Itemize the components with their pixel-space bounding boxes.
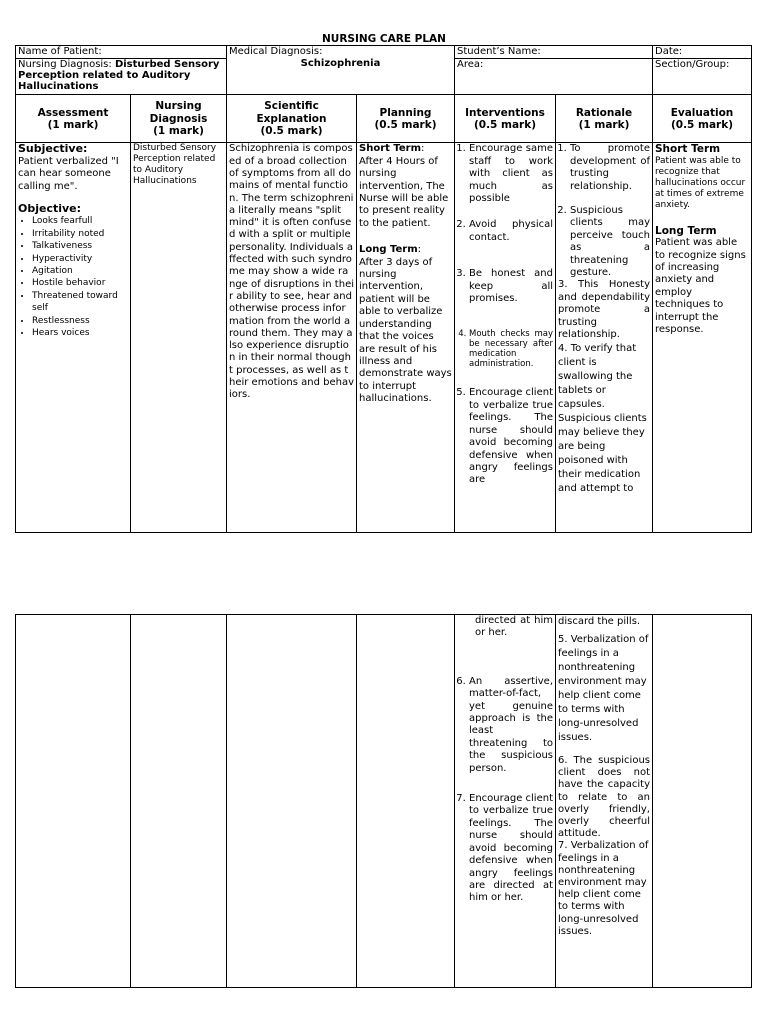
planning-long-label: Long Term bbox=[359, 244, 418, 256]
intervention-1: 1. Encourage same staff to work with client as much as possible bbox=[469, 143, 553, 205]
planning-cell-cont bbox=[357, 615, 455, 988]
objective-item: • Hears voices bbox=[32, 327, 128, 339]
header-interventions: Interventions (0.5 mark) bbox=[455, 95, 556, 143]
header-evaluation: Evaluation (0.5 mark) bbox=[653, 95, 752, 143]
rationale-4: 4. To verify that client is swallowing the tablets or capsules. Suspicious clients may believe they are being poisoned with their medication and attempt to bbox=[558, 342, 647, 494]
intervention-6: 6. An assertive, matter-of-fact, yet genuine approach is the least threatening to the suspicious person. bbox=[469, 676, 553, 775]
medical-diagnosis-cell bbox=[227, 46, 455, 95]
date-label: Date: bbox=[655, 46, 683, 57]
header-planning: Planning (0.5 mark) bbox=[357, 95, 455, 143]
date-cell bbox=[653, 46, 752, 59]
section-cell bbox=[653, 59, 752, 95]
objective-item: • Agitation bbox=[32, 265, 128, 277]
interventions-cell bbox=[455, 143, 556, 533]
diagnosis-cell bbox=[131, 143, 227, 533]
interventions-cell-cont bbox=[455, 615, 556, 988]
header-scientific: Scientific Explanation (0.5 mark) bbox=[227, 95, 357, 143]
intervention-7: 7. Encourage client to verbalize true feelings. The nurse should avoid becoming defensive when angry feelings are directed at him or her. bbox=[469, 793, 553, 905]
rationale-4-cont: discard the pills. bbox=[558, 616, 641, 627]
objective-label: Objective: bbox=[18, 202, 82, 216]
subjective-text: Patient verbalized "I can hear someone calling me". bbox=[18, 155, 119, 192]
evaluation-cell-cont bbox=[653, 615, 752, 988]
objective-item: • Looks fearfull bbox=[32, 215, 128, 227]
objective-item: • Talkativeness bbox=[32, 240, 128, 252]
evaluation-cell bbox=[653, 143, 752, 533]
diagnosis-text: Disturbed Sensory Perception related to Auditory Hallucinations bbox=[133, 143, 217, 187]
scientific-text: Schizophrenia is composed of a broad collection of symptoms from all domains of mental function. The term schizophrenia literally means "split mind" it is often confused with a split or multiple personality. Individuals affected with such syndrome may show a wide range of disruptions in their ability to see, hear and otherwise process information from the world around them. They may also experience disruption in their normal thought processes, as well as their emotions and behaviors. bbox=[229, 143, 354, 401]
rationale-6: 6. The suspicious client does not have the capacity to relate to an overly friendly, overly cheerful attitude. bbox=[558, 755, 650, 840]
rationale-1: 1. To promote development of trusting relationship. bbox=[570, 143, 650, 193]
rationale-2: 2. Suspicious clients may perceive touch as a threatening gesture. bbox=[570, 205, 650, 279]
care-plan-table-continued bbox=[15, 614, 752, 988]
intervention-2: 2. Avoid physical contact. bbox=[469, 219, 553, 244]
rationale-cell bbox=[556, 143, 653, 533]
nursing-diagnosis-value: Disturbed Sensory Perception related to Auditory Hallucinations bbox=[18, 59, 220, 93]
planning-short-text: After 4 Hours of nursing intervention, The Nurse will be able to present reality to the patient. bbox=[359, 155, 449, 229]
intervention-5: 5. Encourage client to verbalize true feelings. The nurse should avoid becoming defensive when angry feelings are bbox=[469, 387, 553, 486]
medical-diagnosis-value: Schizophrenia bbox=[300, 58, 381, 70]
evaluation-long-label: Long Term bbox=[655, 224, 717, 237]
nursing-diagnosis-cell bbox=[16, 59, 227, 95]
rationale-3: 3. This Honesty and dependability promote a trusting relationship. bbox=[558, 279, 650, 341]
intervention-3: 3. Be honest and keep all promises. bbox=[469, 268, 553, 305]
objective-item: • Irritability noted bbox=[32, 228, 128, 240]
section-label: Section/Group: bbox=[655, 59, 730, 71]
area-label: Area: bbox=[457, 59, 484, 71]
header-assessment: Assessment (1 mark) bbox=[16, 95, 131, 143]
planning-cell: Short Term: After 4 Hours of nursing intervention, The Nurse will be able to present reality to the patient. Long Term: After 3 days of nursing intervention, patient will be able to verbalize understanding that the voices are result of his illness and demonstrate ways to interrupt hallucinations. bbox=[357, 143, 455, 533]
objective-list bbox=[18, 215, 128, 339]
intervention-4: 4. Mouth checks may be necessary after medication administration. bbox=[469, 329, 553, 369]
objective-item: • Restlessness bbox=[32, 315, 128, 327]
nursing-diagnosis-label: Nursing Diagnosis: bbox=[18, 59, 112, 71]
care-plan-table bbox=[15, 45, 752, 533]
intervention-5-cont: directed at him or her. bbox=[475, 615, 553, 639]
assessment-cell-cont bbox=[16, 615, 131, 988]
area-cell bbox=[455, 59, 653, 95]
diagnosis-cell-cont bbox=[131, 615, 227, 988]
planning-short-label: Short Term bbox=[359, 143, 422, 155]
header-rationale: Rationale (1 mark) bbox=[556, 95, 653, 143]
header-diagnosis: Nursing Diagnosis (1 mark) bbox=[131, 95, 227, 143]
evaluation-short-label: Short Term bbox=[655, 143, 721, 156]
planning-long-text: After 3 days of nursing intervention, patient will be able to verbalize understanding that the voices are result of his illness and demonstrate ways to interrupt hallucinations. bbox=[359, 256, 452, 405]
scientific-cell bbox=[227, 143, 357, 533]
evaluation-short-text: Patient was able to recognize that hallucinations occur at times of extreme anxiety. bbox=[655, 155, 746, 210]
rationale-7: 7. Verbalization of feelings in a nonthreatening environment may help client come to terms with long-unresolved issues. bbox=[558, 840, 649, 937]
patient-name-cell bbox=[16, 46, 227, 59]
objective-item: • Threatened toward self bbox=[32, 290, 128, 315]
subjective-label: Subjective: bbox=[18, 142, 88, 156]
patient-name-label: Name of Patient: bbox=[18, 46, 102, 57]
rationale-5: 5. Verbalization of feelings in a nonthreatening environment may help client come to terms with long-unresolved issues. bbox=[558, 634, 649, 743]
assessment-cell bbox=[16, 143, 131, 533]
student-name-label: Student’s Name: bbox=[457, 46, 541, 57]
rationale-cell-cont bbox=[556, 615, 653, 988]
page-title: NURSING CARE PLAN bbox=[322, 33, 446, 45]
scientific-cell-cont bbox=[227, 615, 357, 988]
objective-item: • Hyperactivity bbox=[32, 253, 128, 265]
student-name-cell bbox=[455, 46, 653, 59]
evaluation-long-text: Patient was able to recognize signs of increasing anxiety and employ techniques to interrupt the response. bbox=[655, 237, 746, 336]
medical-diagnosis-label: Medical Diagnosis: bbox=[229, 46, 323, 57]
objective-item: • Hostile behavior bbox=[32, 277, 128, 289]
